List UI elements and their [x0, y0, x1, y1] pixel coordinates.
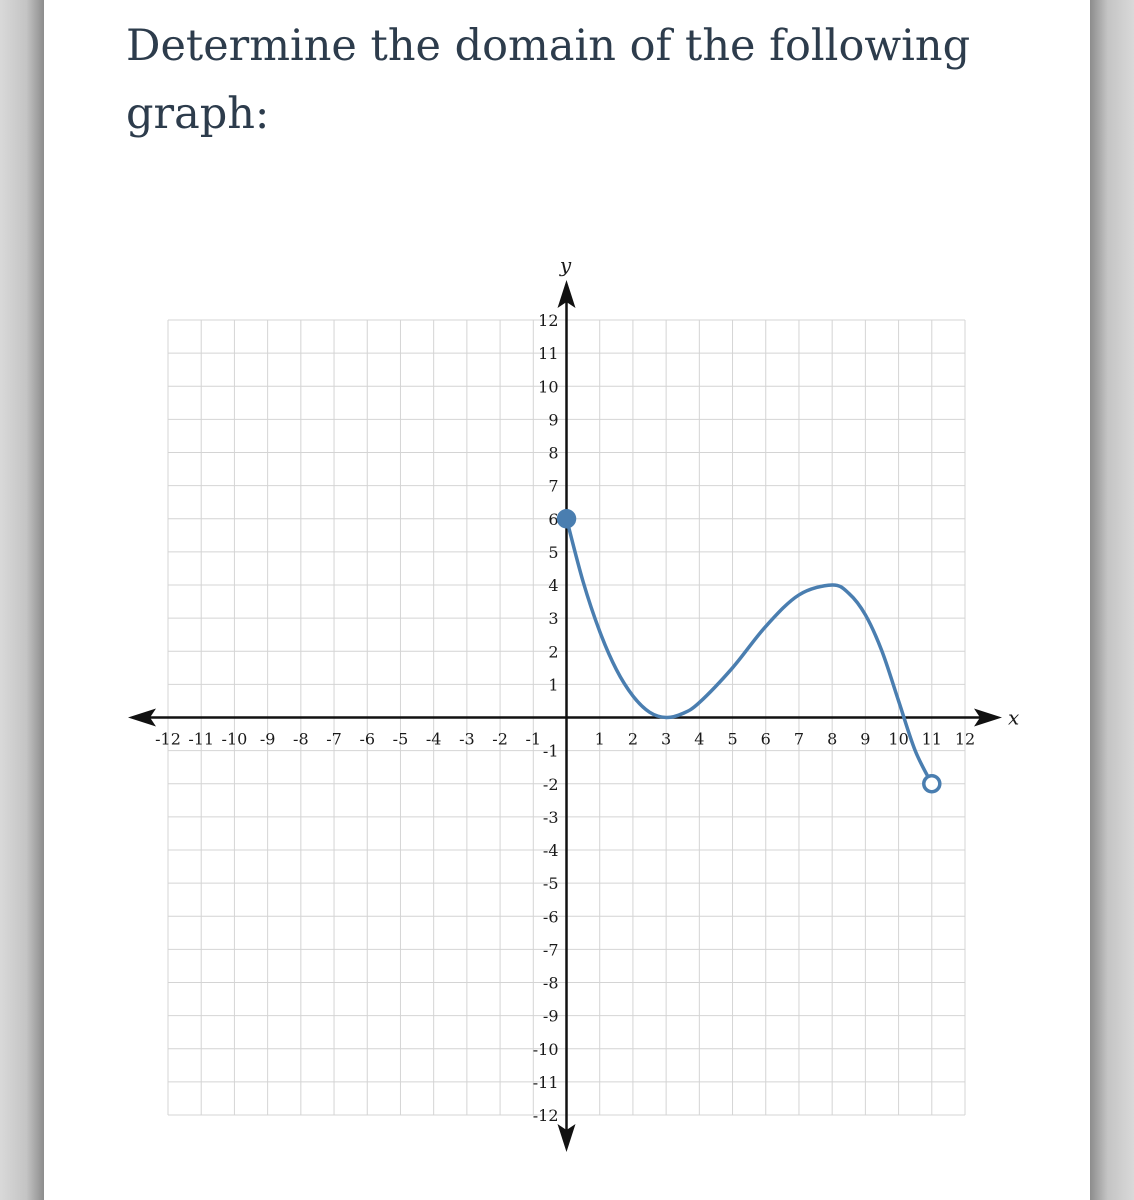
y-tick-label: -7	[542, 940, 559, 960]
open-endpoint	[924, 776, 940, 792]
x-tick-label: 7	[793, 729, 805, 749]
y-tick-label: -9	[542, 1006, 559, 1026]
page	[44, 0, 1090, 1200]
y-tick-label: 10	[538, 377, 559, 397]
x-tick-label: 8	[827, 729, 838, 749]
y-tick-label: -12	[532, 1106, 559, 1125]
y-tick-label: 2	[548, 642, 559, 662]
right-shadow	[1090, 0, 1134, 1200]
y-tick-label: -1	[542, 741, 559, 761]
x-tick-label: 3	[661, 729, 672, 749]
x-tick-label: 5	[727, 729, 738, 749]
axes	[128, 280, 1002, 1152]
x-tick-label: 10	[888, 729, 909, 749]
x-tick-label: 2	[627, 729, 639, 749]
x-tick-label: -1	[525, 729, 542, 749]
y-tick-label: 6	[548, 509, 559, 529]
y-tick-label: -5	[542, 874, 559, 894]
x-tick-label: -5	[392, 729, 409, 749]
x-tick-label: 1	[594, 729, 605, 749]
y-tick-label: -4	[542, 841, 559, 860]
x-tick-label: -11	[188, 729, 215, 749]
y-tick-label: -3	[542, 807, 559, 827]
left-shadow	[0, 0, 44, 1200]
x-tick-label: -7	[326, 729, 342, 749]
x-tick-label: -6	[359, 729, 376, 749]
x-tick-label: 6	[760, 729, 771, 749]
x-tick-label: -10	[221, 729, 248, 749]
y-tick-label: -8	[542, 973, 559, 993]
y-axis-label: y	[559, 253, 572, 277]
coordinate-graph	[44, 0, 1090, 1200]
x-tick-labels	[155, 730, 975, 749]
y-tick-label: 5	[548, 542, 559, 562]
y-tick-label: -2	[542, 774, 559, 794]
x-tick-label: -9	[259, 729, 276, 749]
y-tick-label: -6	[542, 907, 559, 927]
x-tick-label: 4	[694, 729, 705, 749]
x-axis-label: x	[1008, 705, 1020, 730]
y-tick-label: -11	[532, 1072, 559, 1092]
y-tick-label: 4	[548, 576, 559, 595]
y-tick-label: 8	[548, 443, 559, 463]
x-tick-label: -8	[293, 729, 309, 749]
y-tick-label: 11	[538, 344, 559, 364]
x-tick-label: -4	[425, 729, 442, 749]
question-text: Determine the domain of the following graph:	[126, 21, 971, 139]
y-tick-label: 9	[548, 410, 559, 430]
x-tick-label: -3	[459, 729, 475, 749]
y-tick-label: 7	[548, 476, 559, 496]
x-tick-label: -12	[155, 729, 181, 749]
x-tick-label: 11	[921, 729, 942, 749]
y-tick-label: 1	[548, 675, 559, 695]
x-tick-label: -2	[492, 729, 508, 749]
y-tick-label: 12	[538, 311, 559, 330]
closed-endpoint	[559, 511, 575, 527]
y-tick-label: -10	[532, 1039, 559, 1059]
y-tick-label: 3	[548, 609, 559, 629]
x-tick-label: 12	[954, 729, 976, 749]
x-tick-label: 9	[860, 729, 871, 749]
